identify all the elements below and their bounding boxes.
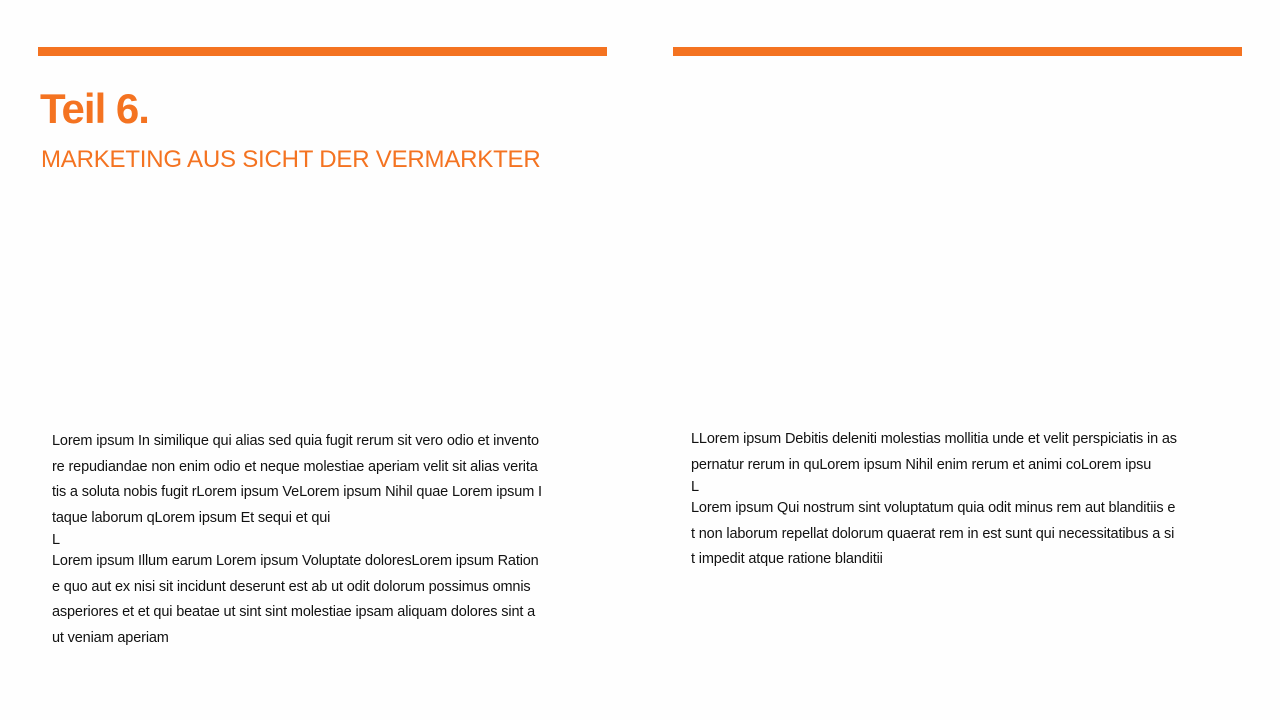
accent-bar-left xyxy=(38,47,607,56)
text-line: e quo aut ex nisi sit incidunt deserunt est ab ut odit dolorum possimus omnis xyxy=(52,578,531,595)
left-text-block xyxy=(52,429,592,651)
text-line: asperiores et et qui beatae ut sint sint molestiae ipsam aliquam dolores sint a xyxy=(52,604,536,620)
text-line: Lorem ipsum Illum earum Lorem ipsum Voluptate doloresLorem ipsum Ration xyxy=(52,553,539,569)
left-separator-text: L xyxy=(52,532,60,548)
page-title: Teil 6. xyxy=(40,85,149,132)
left-paragraph-2 xyxy=(52,549,592,651)
page-subtitle: MARKETING AUS SICHT DER VERMARKTER xyxy=(41,146,541,173)
right-paragraph-1 xyxy=(691,427,1231,478)
text-line: Lorem ipsum Qui nostrum sint voluptatum quia odit minus rem aut blanditiis e xyxy=(691,500,1176,516)
text-line: LLorem ipsum Debitis deleniti molestias mollitia unde et velit perspiciatis in as xyxy=(691,431,1177,447)
text-line: pernatur rerum in quLorem ipsum Nihil enim rerum et animi coLorem ipsu xyxy=(691,456,1152,473)
text-line: t non laborum repellat dolorum quaerat rem in est sunt qui necessitatibus a si xyxy=(691,525,1175,542)
right-separator-text: L xyxy=(691,479,699,495)
right-paragraph-2 xyxy=(691,496,1231,573)
text-line: Lorem ipsum In similique qui alias sed quia fugit rerum sit vero odio et invento xyxy=(52,433,539,449)
text-line: ut veniam aperiam xyxy=(52,629,169,646)
text-line: taque laborum qLorem ipsum Et sequi et qui xyxy=(52,509,331,526)
text-line: re repudiandae non enim odio et neque molestiae aperiam velit sit alias verita xyxy=(52,458,538,475)
text-line: tis a soluta nobis fugit rLorem ipsum VeLorem ipsum Nihil quae Lorem ipsum I xyxy=(52,484,542,500)
left-paragraph-1 xyxy=(52,429,592,531)
text-line: t impedit atque ratione blanditii xyxy=(691,551,883,567)
accent-bar-right xyxy=(673,47,1242,56)
right-text-block xyxy=(691,427,1231,573)
